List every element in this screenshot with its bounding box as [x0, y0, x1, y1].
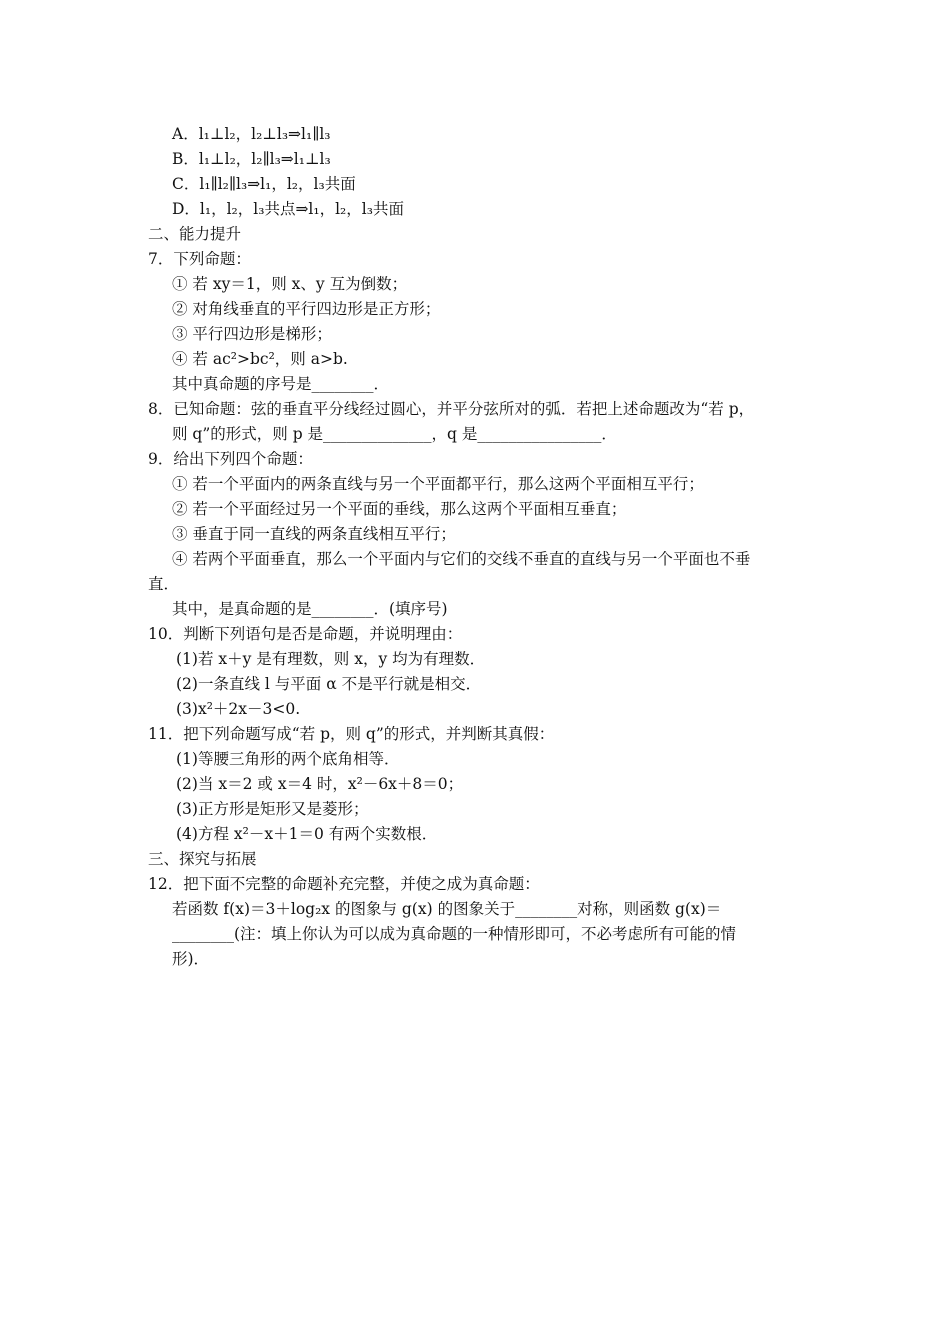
q9-item-3: ③ 垂直于同一直线的两条直线相互平行；: [172, 525, 456, 543]
question-8-cont: 则 q”的形式，则 p 是______________，q 是________________．: [172, 425, 617, 443]
q11-item-2: (2)当 x＝2 或 x＝4 时，x²－6x＋8＝0；: [176, 775, 464, 793]
q7-item-4: ④ 若 ac²>bc²，则 a>b.: [172, 350, 348, 368]
option-b: B．l₁⊥l₂，l₂∥l₃⇒l₁⊥l₃: [172, 150, 331, 168]
option-d: D．l₁，l₂，l₃共点⇒l₁，l₂，l₃共面: [172, 200, 404, 218]
q7-item-1: ① 若 xy＝1，则 x、y 互为倒数；: [172, 275, 408, 293]
q12-body-1: 若函数 f(x)＝3＋log₂x 的图象与 g(x) 的图象关于________对称，则函数 g(x)＝: [172, 900, 722, 918]
q7-item-2: ② 对角线垂直的平行四边形是正方形；: [172, 300, 441, 318]
q10-item-1: (1)若 x＋y 是有理数，则 x，y 均为有理数．: [176, 650, 486, 668]
question-11: 11．把下列命题写成“若 p，则 q”的形式，并判断其真假：: [148, 725, 555, 743]
q9-item-2: ② 若一个平面经过另一个平面的垂线，那么这两个平面相互垂直；: [172, 500, 627, 518]
question-10: 10．判断下列语句是否是命题，并说明理由：: [148, 625, 463, 643]
question-12: 12．把下面不完整的命题补充完整，并使之成为真命题：: [148, 875, 540, 893]
q9-item-1: ① 若一个平面内的两条直线与另一个平面都平行，那么这两个平面相互平行；: [172, 475, 704, 493]
question-7: 7．下列命题：: [148, 250, 251, 268]
q9-answer-prompt: 其中，是真命题的是________．(填序号): [172, 600, 448, 618]
q11-item-1: (1)等腰三角形的两个底角相等．: [176, 750, 400, 768]
q9-item-4: ④ 若两个平面垂直，那么一个平面内与它们的交线不垂直的直线与另一个平面也不垂: [172, 550, 751, 568]
question-8: 8．已知命题：弦的垂直平分线经过圆心，并平分弦所对的弧．若把上述命题改为“若 p，: [148, 400, 755, 418]
q7-item-3: ③ 平行四边形是梯形；: [172, 325, 332, 343]
section-heading-3: 三、探究与拓展: [148, 850, 257, 868]
q10-item-2: (2)一条直线 l 与平面 α 不是平行就是相交．: [176, 675, 482, 693]
q7-answer-prompt: 其中真命题的序号是________．: [172, 375, 390, 393]
question-9: 9．给出下列四个命题：: [148, 450, 313, 468]
q9-item-4-cont: 直．: [148, 575, 180, 593]
q10-item-3: (3)x²＋2x－3<0.: [176, 700, 301, 718]
q11-item-4: (4)方程 x²－x＋1＝0 有两个实数根．: [176, 825, 438, 843]
option-a: A．l₁⊥l₂，l₂⊥l₃⇒l₁∥l₃: [172, 125, 331, 143]
q12-body-3: 形)．: [172, 950, 210, 968]
q11-item-3: (3)正方形是矩形又是菱形；: [176, 800, 369, 818]
q12-body-2: ________(注：填上你认为可以成为真命题的一种情形即可，不必考虑所有可能的情: [172, 925, 737, 943]
option-c: C．l₁∥l₂∥l₃⇒l₁，l₂，l₃共面: [172, 175, 356, 193]
section-heading-2: 二、能力提升: [148, 225, 242, 243]
